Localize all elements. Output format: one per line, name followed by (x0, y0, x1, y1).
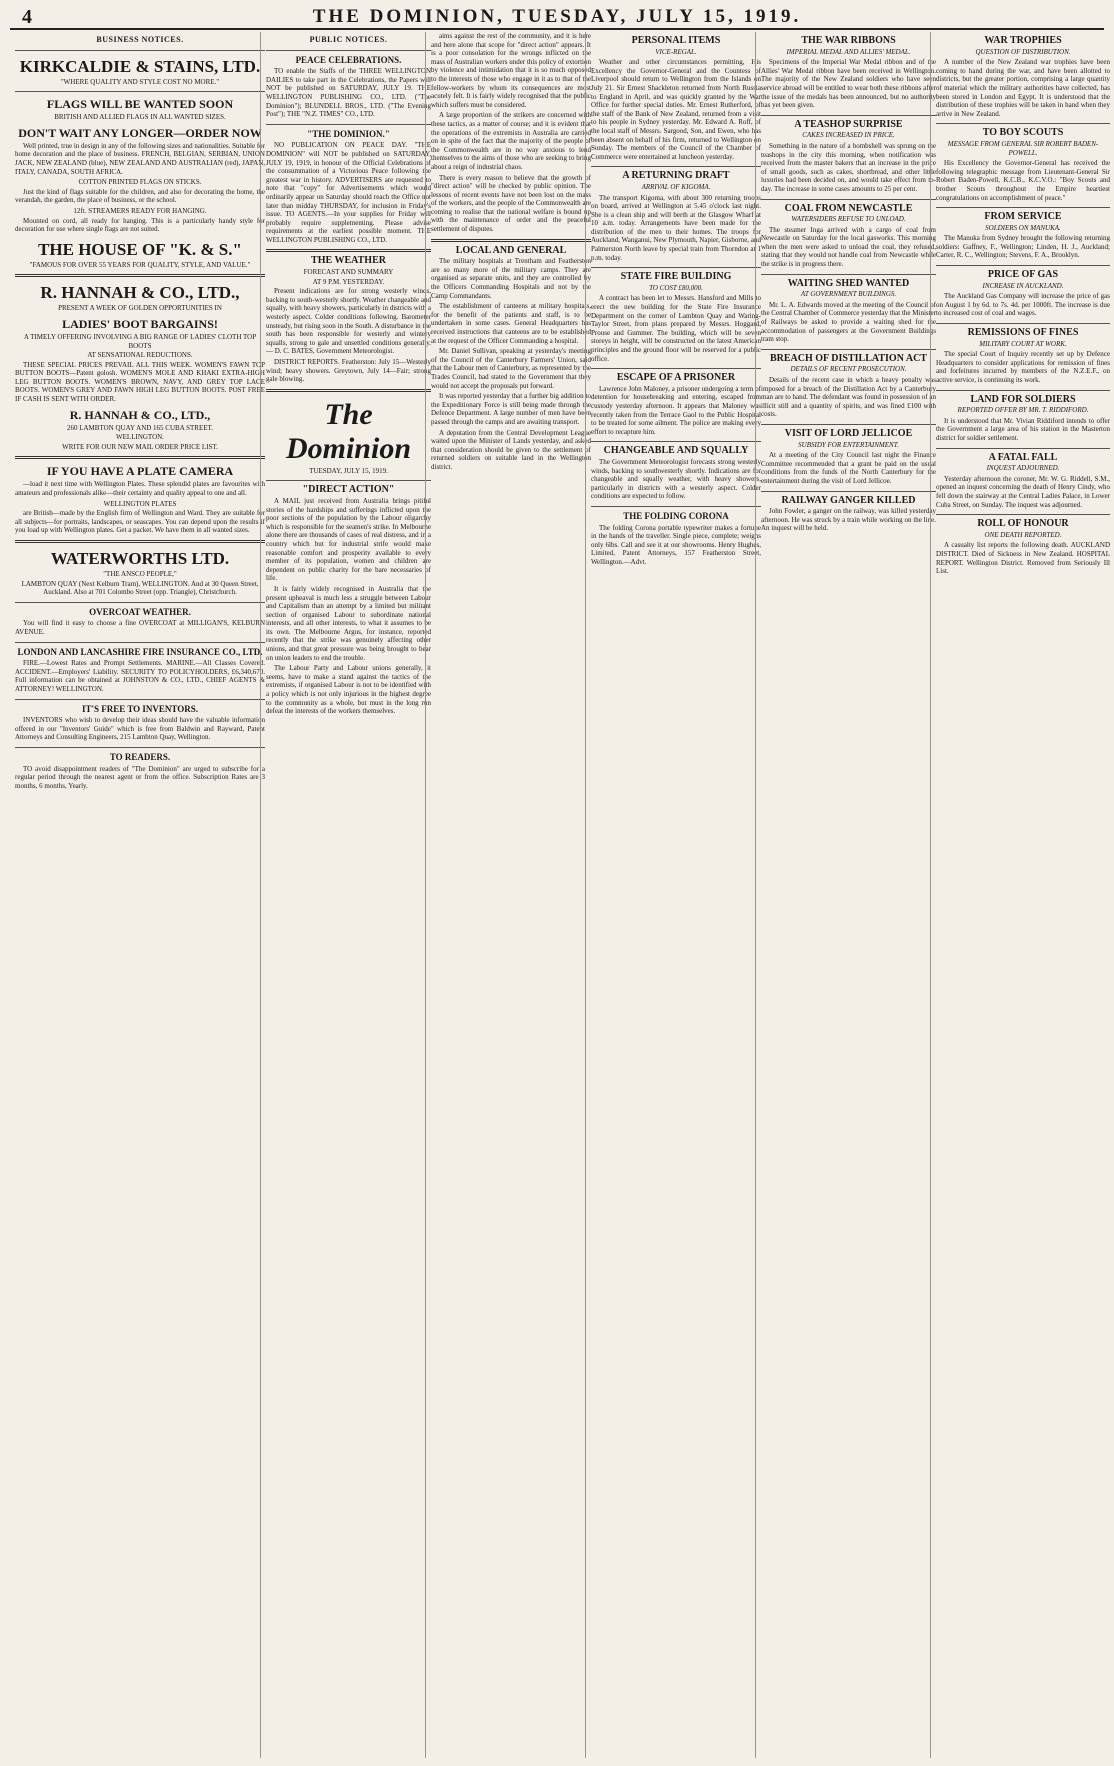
weather-reports: DISTRICT REPORTS. Featherston: July 15—Westerly wind; heavy showers. Greytown, July 14—Fair; strong gale blowing. (266, 358, 431, 384)
ad-line: A TIMELY OFFERING INVOLVING A BIG RANGE OF LADIES' CLOTH TOP BOOTS (23, 332, 257, 350)
masthead: The Dominion (285, 397, 412, 465)
article-title: STATE FIRE BUILDING (620, 271, 732, 283)
article-subtitle: DETAILS OF RECENT PROSECUTION. (790, 365, 907, 374)
ad-body: Just the kind of flags suitable for the children, and also for decorating the home, the verandah, the garden, the place of business, or the school. (15, 187, 265, 205)
divider (591, 267, 761, 268)
article-body: The Government Meteorologist forecasts strong westerly winds, backing to southwesterly shortly. Indications are for changeable and squally weather, with heavy showers, particularly in districts with a westerly aspect. Colder conditions are expected to follow. (591, 457, 761, 501)
divider (591, 506, 761, 507)
article-title: VISIT OF LORD JELLICOE (784, 427, 913, 439)
local-general-title: LOCAL AND GENERAL (455, 244, 567, 256)
divider (761, 274, 936, 275)
ad-body: —load it next time with Wellington Plates. These splendid plates are favourites with amateurs and professionals alike—their certainty and quality appeal to one and all. (15, 480, 265, 498)
article-title: A FATAL FALL (988, 451, 1058, 463)
column-news-6 (930, 32, 1114, 1758)
article-subtitle: INQUEST ADJOURNED. (986, 464, 1060, 473)
article-body: A number of the New Zealand war trophies have been coming to hand during the war, and have been allotted to districts, but the greater portion, comprising a large quantity of material which the military authorities have collected, has been stored in London and Egypt. It is understood that the distribution of these trophies will be taken in hand when they arrive in New Zealand. (936, 58, 1110, 118)
editorial-title: "DIRECT ACTION" (302, 484, 395, 496)
editorial-paragraph: aims against the rest of the community, and it is here and here alone that scope for "direct action" appears. It is a poor consolation for the wrongs inflicted on the mass of Australian workers under this policy of extortion by violence and intimidation that it is so much opposed to the interests of those who engage in it as to that of the fellow-workers by whom its consequences are most acutely felt. It is fairly widely recognised that the public which suffers must be considered. (431, 32, 591, 109)
divider (15, 747, 265, 748)
divider (15, 91, 265, 92)
ad-body: are British—made by the English firm of Wellington and Ward. They are suitable for all subjects—for portraits, landscapes, or seascapes. You can depend upon the results if you load up with Wellington plates. Get a packet. We have them in all wanted sizes. (15, 509, 265, 535)
divider (936, 265, 1110, 266)
divider (936, 123, 1110, 124)
divider (15, 456, 265, 459)
local-paragraph: The establishment of canteens at military hospitals, for the benefit of the patients and staff, is to be undertaken in some cases. General Headquarters has received instructions that canteens are to be established at the request of the Officer Commanding a hospital. (431, 302, 591, 345)
article-subtitle: SOLDIERS ON MANUKA. (985, 223, 1061, 232)
article-subtitle: MILITARY COURT AT WORK. (979, 339, 1067, 348)
ad-city: WELLINGTON. (116, 433, 164, 442)
ad-subheading: COTTON PRINTED FLAGS ON STICKS. (78, 178, 202, 187)
ad-title: WATERWORTHS LTD. (50, 549, 230, 568)
ad-title: THE FOLDING CORONA (623, 510, 729, 521)
article-body: Yesterday afternoon the coroner, Mr. W. G. Riddell, S.M., opened an inquest concerning the death of Henry Cindy, who fell down the stairway at the Central Ladies Palace, in Lower Cuba Street, on Sunday. The inquest was adjourned. (936, 474, 1110, 509)
page-title: THE DOMINION, TUESDAY, JULY 15, 1919. (312, 6, 802, 27)
notice-body: TO enable the Staffs of the THREE WELLINGTON DAILIES to take part in the Celebrations, the Papers will NOT be published on SATURDAY, JULY 19. THE WELLINGTON PUBLISHING CO., LTD. ("The Dominion"); BLUNDELL BROS., LTD. ("The Evening Post"); THE "N.Z. TIMES" CO., LTD. (266, 67, 431, 119)
editorial-paragraph: A large proportion of the strikers are concerned with these tactics, as a matter of course; and it is evident that the operations of the extremists in Australia are carried on in spite of the fact that the majority of the people of the Commonwealth are in no way anxious to lend themselves to the aims of those who are seeking to bring about a reign of industrial chaos. (431, 111, 591, 171)
article-title: TO BOY SCOUTS (982, 127, 1064, 139)
column-news-4 (585, 32, 766, 1758)
article-title: COAL FROM NEWCASTLE (784, 202, 913, 214)
article-title: CHANGEABLE AND SQUALLY (603, 445, 749, 457)
ad-tagline: "FAMOUS FOR OVER 55 YEARS FOR QUALITY, STYLE, AND VALUE." (29, 260, 251, 269)
article-subtitle: SUBSIDY FOR ENTERTAINMENT. (798, 440, 899, 449)
notice-body: NO PUBLICATION ON PEACE DAY. "THE DOMINION" will NOT be published on SATURDAY, JULY 19, 1919, in honour of the Official Celebrations of the consummation of a Victorious Peace following the greatest war in history. ADVERTISERS are requested to note that "copy" for Advertisements which would ordinarily appear on Saturday should reach the Office not later than midday THURSDAY, for inclusion in Friday's issue. TO AGENTS.—In your supplies for Friday will probably require supplementing. Please advise requirements at the earliest possible moment. THE WELLINGTON PUBLISHING CO., LTD. (266, 141, 431, 244)
ad-footer: WRITE FOR OUR NEW MAIL ORDER PRICE LIST. (62, 442, 218, 451)
column-news-5 (755, 32, 941, 1758)
ad-headline: DON'T WAIT ANY LONGER—ORDER NOW (18, 125, 262, 140)
divider (936, 514, 1110, 515)
article-title: ROLL OF HONOUR (977, 518, 1069, 530)
divider (761, 424, 936, 425)
article-subtitle: REPORTED OFFER BY MR. T. RIDDIFORD. (957, 406, 1089, 415)
article-body: A casualty list reports the following death. AUCKLAND DISTRICT. Died of Sickness in New Zealand. HOSPITAL REPORT. Wellington District. Removed from Seriously Ill List. (936, 541, 1110, 576)
divider (431, 239, 591, 242)
editorial-paragraph: There is every reason to believe that the growth of "direct action" will be checked by public opinion. The lessons of recent events have not been lost on the mass of the workers, and the people of the Commonwealth are coming to realise that the national welfare is bound up with the maintenance of order and the peaceful settlement of disputes. (431, 173, 591, 234)
article-title: BREACH OF DISTILLATION ACT (770, 352, 927, 364)
divider (15, 50, 265, 51)
article-body: Specimens of the Imperial War Medal ribbon and of the Allies' War Medal ribbon have been received in Wellington. The majority of the New Zealand soldiers who have seen service abroad will be entitled to wear both these ribbons after the issue of the medals has been announced, but no authority has yet been given. (761, 58, 936, 110)
article-subtitle: MESSAGE FROM GENERAL SIR ROBERT BADEN-POWELL. (947, 139, 1099, 157)
ad-address: LAMBTON QUAY (Next Kelburn Tram), WELLINGTON. And at 30 Queen Street, Auckland. Also at 701 Colombo Street (opp. Triangle), Christchurch. (21, 579, 259, 597)
article-title: WAITING SHED WANTED (787, 277, 910, 289)
article-title: A RETURNING DRAFT (622, 170, 730, 182)
weather-title: THE WEATHER (311, 255, 386, 267)
article-subtitle: VICE-REGAL. (655, 47, 697, 56)
article-title: ESCAPE OF A PRISONER (616, 372, 736, 384)
article-title: PRICE OF GAS (987, 269, 1059, 281)
page-header (10, 6, 1104, 30)
ad-subheading: BRITISH AND ALLIED FLAGS IN ALL WANTED SIZES. (54, 113, 226, 122)
masthead-date: TUESDAY, JULY 15, 1919. (309, 466, 388, 475)
small-ad-title: TO READERS. (109, 751, 171, 762)
article-subtitle: TO COST £80,000. (649, 283, 703, 292)
divider (266, 249, 431, 252)
column-editorial (425, 32, 596, 1758)
ad-subheading: WELLINGTON PLATES (103, 499, 177, 508)
column-business-notices (10, 32, 270, 1758)
divider (761, 491, 936, 492)
article-subtitle: ARRIVAL OF KIGOMA. (641, 182, 711, 191)
ad-title: R. HANNAH & CO., LTD., (69, 407, 211, 422)
divider (936, 448, 1110, 449)
ad-title: R. HANNAH & CO., LTD., (40, 283, 240, 303)
article-title: WAR TROPHIES (984, 35, 1062, 46)
article-subtitle: CAKES INCREASED IN PRICE. (802, 131, 895, 140)
page-number: 4 (22, 6, 32, 28)
divider (591, 368, 761, 369)
article-subtitle: ONE DEATH REPORTED. (984, 530, 1062, 539)
divider (761, 115, 936, 116)
article-title: RAILWAY GANGER KILLED (781, 494, 916, 506)
article-body: Mr. L. A. Edwards moved at the meeting of the Council of the Central Chamber of Commerce yesterday that the Minister of Railways be asked to provide a waiting shed for the accommodation of passengers at the Government Buildings tram stop. (761, 300, 936, 344)
column-public-notices (260, 32, 436, 1758)
article-body: The steamer Inga arrived with a cargo of coal from Newcastle on Saturday for the local gasworks. This morning when the men were asked to unload the coal, they refused, stating that they would not handle coal from Newcastle while the strike is in progress there. (761, 225, 936, 269)
ad-body: Mounted on cord, all ready for hanging. This is a particularly handy style for decoration for use where single flags are not suited. (15, 216, 265, 234)
notice-title: PEACE CELEBRATIONS. (295, 54, 402, 65)
small-ad-title: IT'S FREE TO INVENTORS. (81, 703, 199, 714)
small-ad-body: TO avoid disappointment readers of "The Dominion" are urged to subscribe for a regular period through the nearest agent or from the office. Subscription Rates are 3 months, 6 months, Yearly. (15, 764, 265, 790)
article-title: LAND FOR SOLDIERS (970, 393, 1076, 405)
article-body: John Fowler, a ganger on the railway, was killed yesterday afternoon. He was struck by a train while working on the line. An inquest will be held. (761, 507, 936, 533)
divider (266, 50, 431, 51)
divider (266, 389, 431, 392)
ad-body: THESE SPECIAL PRICES PREVAIL ALL THIS WEEK. WOMEN'S FAWN TOP BUTTON BOOTS—Patent golosh. WOMEN'S MOLE AND KHAKI EXTRA-HIGH LEG BUTTON BOOTS. WOMEN'S BROWN, NAVY, AND GREY TOP LACE BOOTS. WOMEN'S GREY AND FAWN HIGH LEG BUTTON BOOTS. POST FREE IF CASH IS SENT WITH ORDER. (15, 360, 265, 404)
article-body: Lawrence John Maloney, a prisoner undergoing a term of detention for housebreaking and entering, escaped from custody yesterday afternoon. It appears that Maloney was recently taken from the Terrace Gaol to the Public Hospital to be treated for some ailment. The police are making every effort to recapture him. (591, 384, 761, 436)
ad-line: PRESENT A WEEK OF GOLDEN OPPORTUNITIES IN (58, 304, 222, 313)
article-body: A contract has been let to Messrs. Hansford and Mills to erect the new building for the State Fire Insurance Department on the corner of Lambton Quay and Waring-Taylor Street, from plans prepared by Messrs. Hoggard, Prouse and Gummer. The building, which will be seven storeys in height, will be constructed on the latest American principles and the ground floor will be reserved for a public office. (591, 294, 761, 363)
local-paragraph: It was reported yesterday that a further big addition to the Expeditionary Force is still being made through the Defence Department. A large number of men have been passed through the camps and are awaiting transport. (431, 392, 591, 426)
local-paragraph: Mr. Daniel Sullivan, speaking at yesterday's meeting of the Council of the Canterbury Farmers' Union, said that the Labour men of Canterbury, as represented by the Trades Council, had stated to the Government that they would not accept the proposals put forward. (431, 347, 591, 390)
local-paragraph: The military hospitals at Trentham and Featherston are so many more of the military camps. They are organised as separate units, and they are controlled by the Officers Commanding Hospitals and not by the Camp Commandants. (431, 257, 591, 300)
local-paragraph: A deputation from the Central Development League waited upon the Minister of Lands yesterday, and asked that consideration should be given to the settlement of returned soldiers on suitable land in the Wellington district. (431, 428, 591, 471)
divider (936, 323, 1110, 324)
divider (15, 274, 265, 277)
ad-title: THE HOUSE OF "K. & S." (38, 239, 242, 259)
article-subtitle: IMPERIAL MEDAL AND ALLIES' MEDAL. (786, 47, 911, 56)
article-body: Weather and other circumstances permitting, His Excellency the Governor-General and the Countess of Liverpool should return to Wellington from the Islands on July 21. Sir Ernest Shackleton returned from North Russia to England in April, and was quickly granted by the War Office for further special duties. Mr. Ernest Rutherford, of the staff of the Bank of New Zealand, returned from a visit to his people in Sydney yesterday. Mr. Edward A. Roff, of the local staff of Messrs. Sargood, Son, and Ewen, who has been absent on behalf of his firm, returned to Wellington on Sunday. The members of the Council of the Chamber of Commerce were entertained at luncheon yesterday. (591, 58, 761, 161)
divider (936, 390, 1110, 391)
weather-body: Present indications are for strong westerly winds, backing to south-westerly shortly. Weather changeable and squally, with heavy showers, particularly in districts with a westerly aspect. Colder conditions following. Barometer unsteady, but rising soon in the South. A disturbance in the south has been responsible for westerly and wintery squalls, strong to gale and unsettled conditions generally. — D. C. BATES, Government Meteorologist. (266, 287, 431, 356)
editorial-paragraph: The Labour Party and Labour unions generally, it seems, have to make a stand against the tactics of the extremists, if organised Labour is not to be identified with a policy which is not only injurious in the highest degree to the community as a whole, but must in the long run defeat the interests of the workers themselves. (266, 664, 431, 716)
article-title: PERSONAL ITEMS (631, 35, 721, 46)
ad-subheading: 12ft. STREAMERS READY FOR HANGING. (73, 206, 207, 215)
divider (15, 602, 265, 603)
article-body: Details of the recent case in which a heavy penalty was imposed for a breach of the Distillation Act by a Canterbury man are to hand. The defendant was found in possession of an illicit still and a quantity of spirits, and was fined £100 with costs. (761, 376, 936, 419)
small-ad-title: LONDON AND LANCASHIRE FIRE INSURANCE CO., LTD. (17, 646, 263, 657)
weather-subtitle: FORECAST AND SUMMARY (303, 268, 394, 277)
ad-tagline: "WHERE QUALITY AND STYLE COST NO MORE." (60, 77, 220, 86)
editorial-paragraph: A MAIL just received from Australia brings pitiful stories of the hardships and sufferings inflicted upon the poor sections of the population by the Labour oligarchy which is responsible for the seamen's strike. In Melbourne alone there are thousands of cases of real distress, and in a country which but for industrial strife would make reasonable comfort and prosperity available to every member of its population, women and children are dependent on public charity for the bare necessaries of life. (266, 496, 431, 583)
article-title: A TEASHOP SURPRISE (794, 118, 903, 130)
article-body: The special Court of Inquiry recently set up by Defence Headquarters to consider applications for remission of fines and forfeitures incurred by members of the N.Z.E.F., on active service, is continuing its work. (936, 350, 1110, 384)
divider (15, 699, 265, 700)
ad-title: KIRKCALDIE & STAINS, LTD. (19, 56, 261, 76)
small-ad-body: FIRE.—Lowest Rates and Prompt Settlements. MARINE.—All Classes Covered. ACCIDENT.—Employers' Liability. SECURITY TO POLICYHOLDERS, £6,340,670. Full information can be obtained at JOHNSTON & CO., LTD., CHIEF AGENTS & ATTORNEY! WELLINGTON. (15, 659, 265, 693)
ad-headline: LADIES' BOOT BARGAINS! (62, 316, 218, 331)
weather-time: AT 9 P.M. YESTERDAY. (312, 277, 385, 286)
ad-body: Well printed, true in design in any of the following sizes and nationalities. Suitable for home decoration and the place of business. FRENCH, BELGIAN, SERBIAN, UNION JACK, NEW ZEALAND (blue), NEW ZEALAND AND AUSTRALIAN (red), JAPAN, ITALY, CANADA, SOUTH AFRICA. (15, 141, 265, 176)
divider (761, 199, 936, 200)
divider (591, 166, 761, 167)
small-ad-title: OVERCOAT WEATHER. (89, 606, 191, 617)
article-body: Something in the nature of a bombshell was sprung on the teashops in the city this morning, when notification was received from the master bakers that an increase in the price of small goods, such as cakes, shortbread, and other little luxuries had been decided on, and would take effect from to-day. The increase in some cases amounts to 25 per cent. (761, 141, 936, 193)
article-title: REMISSIONS OF FINES (967, 327, 1079, 339)
article-subtitle: AT GOVERNMENT BUILDINGS. (800, 290, 897, 299)
divider (15, 642, 265, 643)
article-body: The Manuka from Sydney brought the following returning soldiers: Gaffney, F., Wellington; Linden, H. J., Auckland; Carter, R. C., Wellington; Stevens, F. A., Brooklyn. (936, 234, 1110, 260)
divider (936, 207, 1110, 208)
article-body: The Auckland Gas Company will increase the price of gas on August 1 by 6d. to 7s. 4d. per 1000ft. The increase is due to increased cost of coal and wages. (936, 292, 1110, 318)
article-body: The transport Kigoma, with about 300 returning troops on board, arrived at Wellington at 5.45 o'clock last night. She is a clean ship and will berth at the Glasgow Wharf at 10 a.m. today. Arrangements have been made for the distribution of the men to their homes. The troops for Auckland, Wanganui, New Plymouth, Napier, Gisborne, and Palmerston North leave by special train from Thorndon at 1 p.m. today. (591, 193, 761, 262)
article-body: At a meeting of the City Council last night the Finance Committee recommended that a grant be paid on the usual conditions from the funds of the North Canterbury for the entertainment during the visit of Lord Jellicoe. (761, 451, 936, 485)
ad-line: AT SENSATIONAL REDUCTIONS. (87, 351, 193, 360)
divider (761, 349, 936, 350)
article-subtitle: QUESTION OF DISTRIBUTION. (975, 47, 1071, 56)
article-title: THE WAR RIBBONS (801, 35, 896, 46)
divider (591, 441, 761, 442)
ad-body: The folding Corona portable typewriter makes a fortune in the hands of the traveller. Single piece, complete; weighs only 6lbs. Call and see it at our showrooms. Henry Hughes, Limited, Patent Attorneys, 157 Featherston Street, Wellington.—Advt. (591, 523, 761, 566)
ad-address: 260 LAMBTON QUAY AND 165 CUBA STREET. (66, 423, 214, 432)
section-heading: BUSINESS NOTICES. (96, 35, 184, 44)
divider (15, 540, 265, 543)
section-heading: PUBLIC NOTICES. (309, 35, 388, 44)
ad-subheading: "THE ANSCO PEOPLE," (103, 570, 177, 578)
small-ad-body: You will find it easy to choose a fine OVERCOAT at MILLIGAN'S, KELBURN AVENUE. (15, 619, 265, 636)
ad-headline: FLAGS WILL BE WANTED SOON (46, 97, 234, 112)
small-ad-body: INVENTORS who wish to develop their ideas should have the valuable information offered in our "Inventors' Guide" which is free from Baldwin and Rayward, Patent Attorneys and Consulting Engineers, 215 Lambton Quay, Wellington. (15, 716, 265, 742)
ad-headline: IF YOU HAVE A PLATE CAMERA (46, 464, 234, 479)
notice-title: "THE DOMINION." (307, 128, 390, 139)
divider (266, 480, 431, 481)
article-title: FROM SERVICE (984, 211, 1062, 223)
editorial-paragraph: It is fairly widely recognised in Australia that the present upheaval is much less a struggle between Labour and Capitalism than an attempt by a limited but militant section of organised Labour to subordinate national interests, and all other interests, to what it assumes to be its own. The Melbourne Argus, for instance, reported recently that the strike was genuinely affecting other unions, and that great pressure was being brought to bear on union leaders to end the trouble. (266, 584, 431, 662)
article-body: His Excellency the Governor-General has received the following telegraphic message from Lieutenant-General Sir Robert Baden-Powell, K.C.B., K.C.V.O.: "Boy Scouts and brother Scouts throughout the Empire heartiest congratulations on accomplishment of peace." (936, 159, 1110, 202)
article-subtitle: WATERSIDERS REFUSE TO UNLOAD. (791, 215, 906, 224)
article-subtitle: INCREASE IN AUCKLAND. (982, 281, 1064, 290)
article-body: It is understood that Mr. Vivian Riddiford intends to offer the Government a large area of his station in the Masterton district for soldier settlement. (936, 416, 1110, 442)
divider (266, 124, 431, 125)
